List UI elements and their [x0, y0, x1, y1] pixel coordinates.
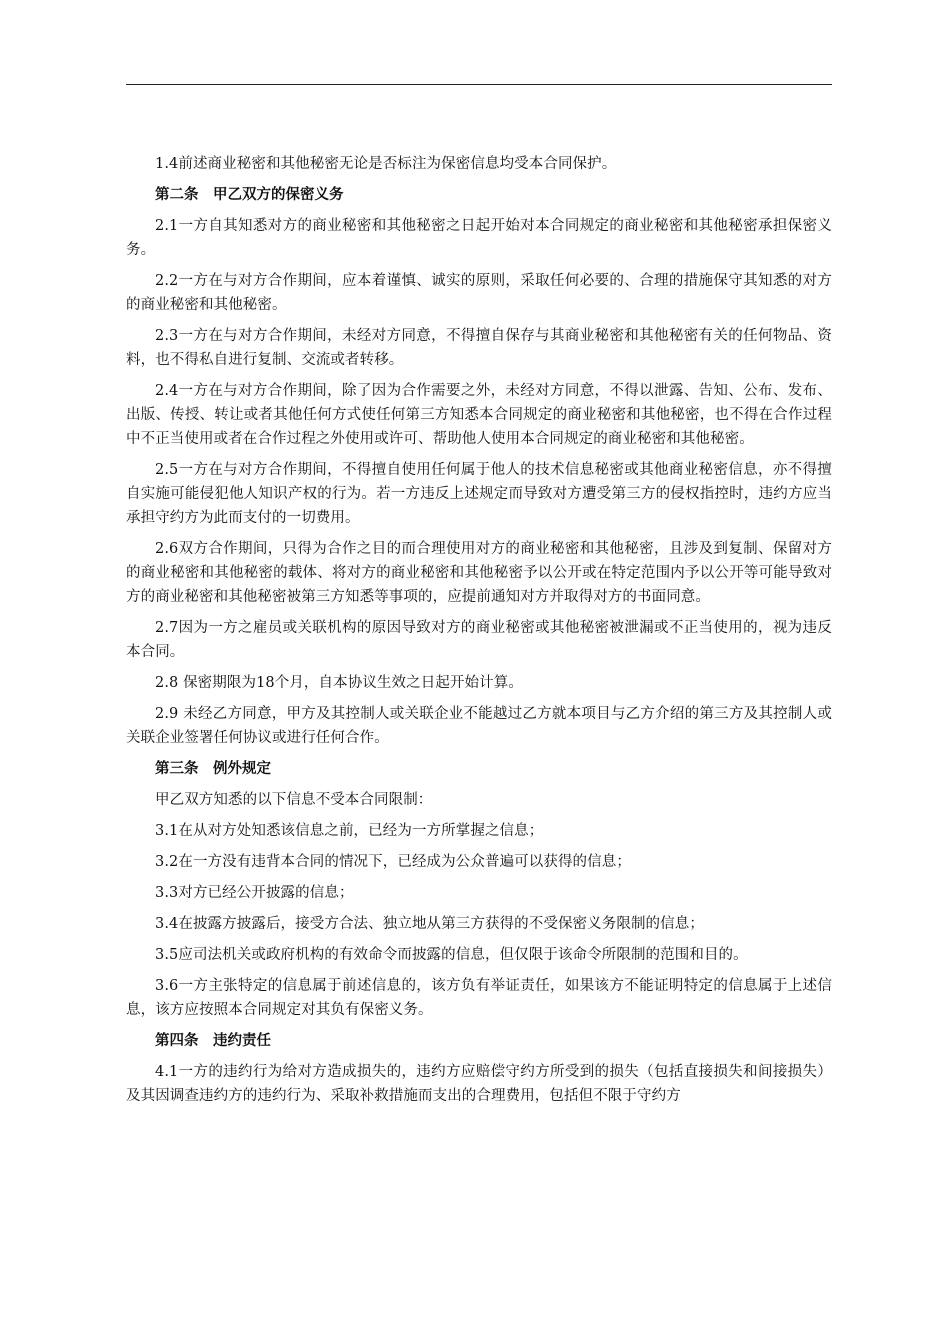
- clause-3-4: 3.4在披露方披露后，接受方合法、独立地从第三方获得的不受保密义务限制的信息；: [155, 916, 704, 932]
- clause-2-1: 2.1一方自其知悉对方的商业秘密和其他秘密之日起开始对本合同规定的商业秘密和其他秘密承担保密义务。: [126, 218, 832, 258]
- clause-3-3: 3.3对方已经公开披露的信息；: [155, 885, 354, 901]
- clause-2-9: 2.9 未经乙方同意，甲方及其控制人或关联企业不能越过乙方就本项目与乙方介绍的第三方及其控制人或关联企业签署任何协议或进行任何合作。: [126, 706, 832, 746]
- document-body: [126, 152, 832, 1115]
- article-4-heading: 第四条 违约责任: [155, 1033, 271, 1049]
- clause-2-8: 2.8 保密期限为18个月，自本协议生效之日起开始计算。: [155, 675, 523, 691]
- clause-3-2: 3.2在一方没有违背本合同的情况下，已经成为公众普遍可以获得的信息；: [155, 854, 631, 870]
- clause-3-5: 3.5应司法机关或政府机构的有效命令而披露的信息，但仅限于该命令所限制的范围和目的。: [155, 947, 748, 963]
- clause-2-2: 2.2一方在与对方合作期间，应本着谨慎、诚实的原则，采取任何必要的、合理的措施保守其知悉的对方的商业秘密和其他秘密。: [126, 273, 832, 313]
- clause-1-4: 1.4前述商业秘密和其他秘密无论是否标注为保密信息均受本合同保护。: [155, 156, 617, 172]
- article-2-heading: 第二条 甲乙双方的保密义务: [155, 187, 344, 203]
- clause-2-6: 2.6双方合作期间，只得为合作之目的而合理使用对方的商业秘密和其他秘密，且涉及到复制、保留对方的商业秘密和其他秘密的载体、将对方的商业秘密和其他秘密予以公开或在特定范围内予以公开等可能导致对方的商业秘密和其他秘密被第三方知悉等事项的，应提前通知对方并取得对方的书面同意。: [126, 541, 832, 605]
- header-rule: [126, 84, 832, 85]
- article-3-intro: 甲乙双方知悉的以下信息不受本合同限制：: [155, 792, 433, 808]
- clause-2-7: 2.7因为一方之雇员或关联机构的原因导致对方的商业秘密或其他秘密被泄漏或不正当使用的，视为违反本合同。: [126, 620, 832, 660]
- clause-4-1: 4.1一方的违约行为给对方造成损失的，违约方应赔偿守约方所受到的损失（包括直接损失和间接损失）及其因调查违约方的违约行为、采取补救措施而支出的合理费用，包括但不限于守约方: [126, 1064, 832, 1104]
- clause-3-6: 3.6一方主张特定的信息属于前述信息的，该方负有举证责任，如果该方不能证明特定的信息属于上述信息，该方应按照本合同规定对其负有保密义务。: [126, 978, 832, 1018]
- article-3-heading: 第三条 例外规定: [155, 761, 271, 777]
- clause-3-1: 3.1在从对方处知悉该信息之前，已经为一方所掌握之信息；: [155, 823, 544, 839]
- clause-2-4: 2.4一方在与对方合作期间，除了因为合作需要之外，未经对方同意，不得以泄露、告知、公布、发布、出版、传授、转让或者其他任何方式使任何第三方知悉本合同规定的商业秘密和其他秘密，也不得在合作过程中不正当使用或者在合作过程之外使用或许可、帮助他人使用本合同规定的商业秘密和其他秘密。: [126, 383, 832, 447]
- clause-2-3: 2.3一方在与对方合作期间，未经对方同意，不得擅自保存与其商业秘密和其他秘密有关的任何物品、资料，也不得私自进行复制、交流或者转移。: [126, 328, 832, 368]
- clause-2-5: 2.5一方在与对方合作期间，不得擅自使用任何属于他人的技术信息秘密或其他商业秘密信息，亦不得擅自实施可能侵犯他人知识产权的行为。若一方违反上述规定而导致对方遭受第三方的侵权指控时，违约方应当承担守约方为此而支付的一切费用。: [126, 462, 832, 526]
